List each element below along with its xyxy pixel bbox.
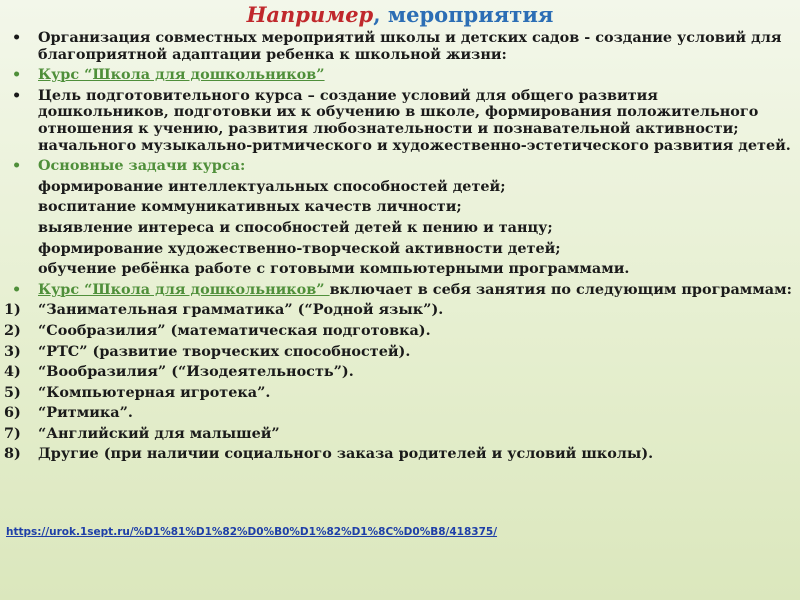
source-link[interactable]: https://urok.1sept.ru/%D1%81%D1%82%D0%B0%D1%82%D1%8C%D0%B8/418375/ [6, 526, 498, 538]
list-item [0, 282, 800, 299]
bullet-icon: • [12, 86, 22, 104]
program-number: 5) [4, 383, 21, 401]
course-link[interactable]: Курс “Школа для дошкольников” [38, 66, 325, 84]
list-item [0, 67, 800, 84]
course-description: включает в себя занятия по следующим программам: [329, 280, 792, 298]
list-item [0, 88, 800, 154]
program-text: “РТС” (развитие творческих способностей). [38, 342, 411, 360]
program-number: 6) [4, 404, 21, 422]
task-item [0, 220, 800, 237]
list-item [0, 30, 800, 63]
list-item [0, 158, 800, 175]
program-number: 1) [4, 301, 21, 319]
bullet-icon: • [12, 66, 22, 84]
task-item [0, 241, 800, 258]
slide-title [0, 2, 800, 28]
program-number: 2) [4, 321, 21, 339]
bullet-icon: • [12, 157, 22, 175]
bullet-icon: • [12, 280, 22, 298]
program-text: “Вообразилия” (“Изодеятельность”). [38, 363, 354, 381]
task-text: формирование художественно-творческой активности детей; [38, 239, 561, 257]
program-text: “Английский для малышей” [38, 424, 280, 442]
program-item [0, 426, 800, 443]
program-item [0, 302, 800, 319]
program-text: “Ритмика”. [38, 404, 133, 422]
task-item [0, 199, 800, 216]
slide-content [0, 30, 800, 467]
program-text: Другие (при наличии социального заказа родителей и условий школы). [38, 445, 654, 463]
task-text: выявление интереса и способностей детей к пению и танцу; [38, 218, 553, 236]
task-item [0, 261, 800, 278]
bullet-icon: • [12, 29, 22, 46]
course-link[interactable]: Курс “Школа для дошкольников” [38, 280, 330, 298]
program-text: “Сообразилия” (математическая подготовка). [38, 321, 431, 339]
program-item [0, 364, 800, 381]
program-text: “Компьютерная игротека”. [38, 383, 271, 401]
program-item [0, 446, 800, 463]
goal-text: Цель подготовительного курса – создание условий для общего развития дошкольников, подготовки их к обучению в школе, формирования положительного отношения к учению, развития любознательности и познавательной активности; начального музыкально-ритмического и художественно-эстетического развития детей. [38, 86, 791, 154]
tasks-heading: Основные задачи курса: [38, 157, 246, 175]
task-text: формирование интеллектуальных способностей детей; [38, 177, 506, 195]
title-part-1: Например [246, 2, 374, 27]
title-part-2: , мероприятия [373, 2, 554, 27]
program-number: 4) [4, 363, 21, 381]
program-item [0, 385, 800, 402]
program-number: 3) [4, 342, 21, 360]
program-text: “Занимательная грамматика” (“Родной язык”). [38, 301, 444, 319]
task-text: воспитание коммуникативных качеств личности; [38, 198, 462, 216]
task-text: обучение ребёнка работе с готовыми компьютерными программами. [38, 260, 630, 278]
program-number: 7) [4, 424, 21, 442]
program-item [0, 344, 800, 361]
program-number: 8) [4, 445, 21, 463]
program-item [0, 405, 800, 422]
intro-text: Организация совместных мероприятий школы и детских садов - создание условий для благоприятной адаптации ребенка к школьной жизни: [38, 29, 782, 63]
task-item [0, 179, 800, 196]
program-item [0, 323, 800, 340]
